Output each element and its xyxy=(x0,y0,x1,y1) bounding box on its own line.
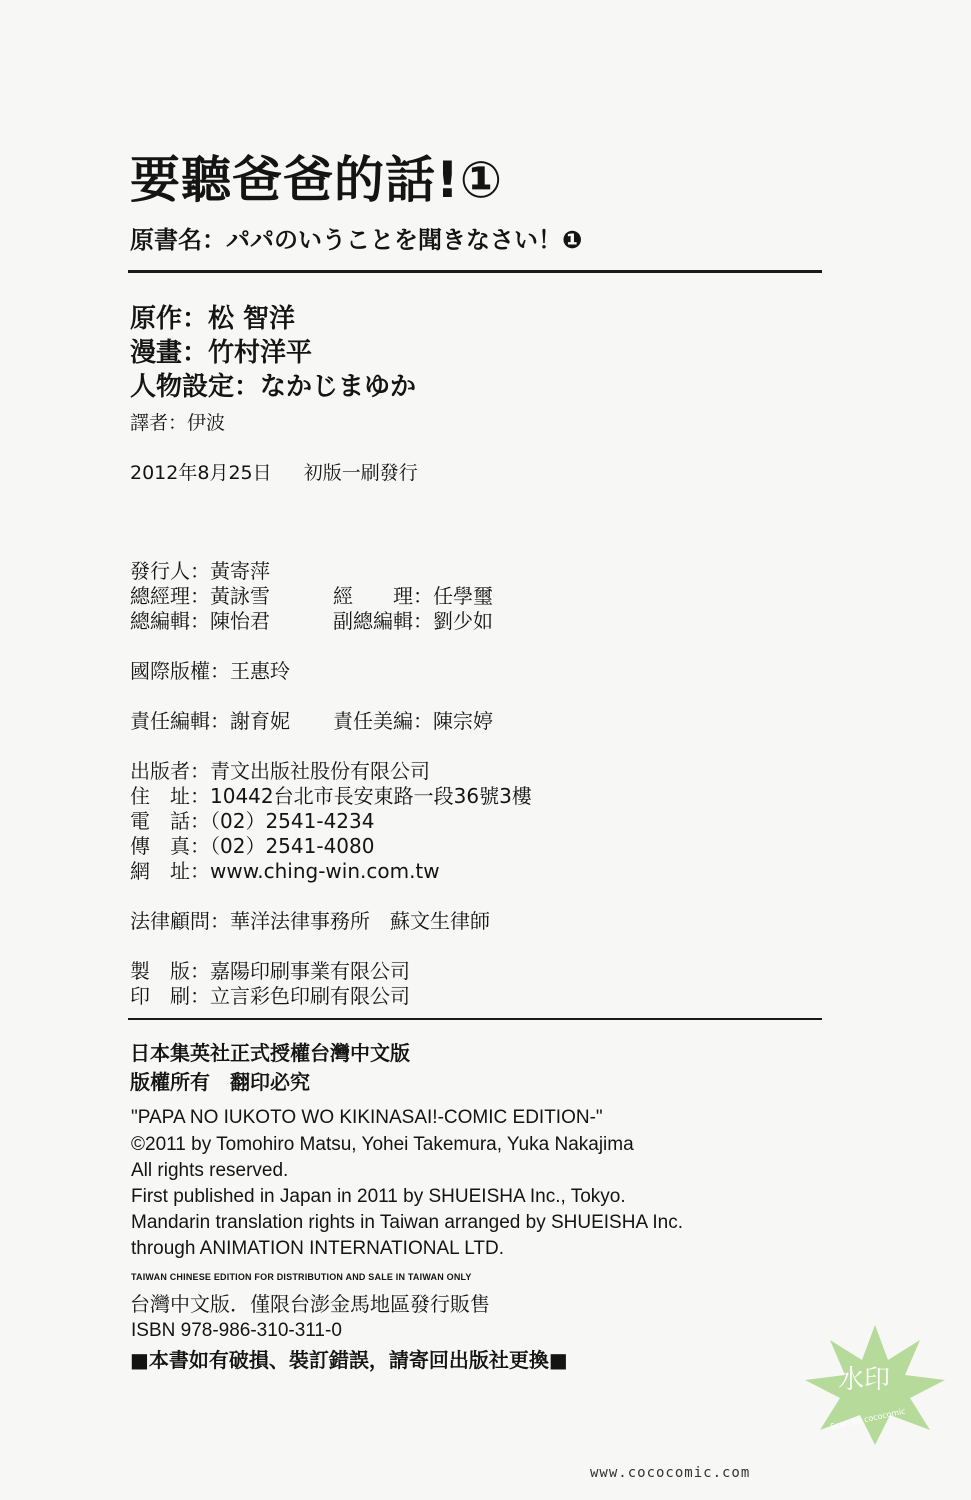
english-line-1: "PAPA NO IUKOTO WO KIKINASAI!-COMIC EDITION-" xyxy=(131,1107,603,1128)
rights-manager: 國際版權：王惠玲 xyxy=(130,659,290,683)
leaf-icon xyxy=(800,1320,950,1450)
deputy-editor: 副總編輯：劉少如 xyxy=(333,609,493,633)
manager-label: 經 理： xyxy=(333,584,433,608)
translator: 譯者：伊波 xyxy=(130,412,226,434)
english-line-3: All rights reserved. xyxy=(131,1160,289,1181)
character-designer: 人物設定：なかじまゆか xyxy=(130,372,417,402)
license-line-2: 版權所有 翻印必究 xyxy=(130,1070,310,1094)
book-title: 要聽爸爸的話!① xyxy=(130,151,504,209)
distribution-chinese: 台灣中文版．僅限台澎金馬地區發行販售 xyxy=(130,1292,490,1316)
leaf-watermark xyxy=(800,1320,950,1450)
original-author: 原作：松 智洋 xyxy=(130,304,296,334)
english-line-4: First published in Japan in 2011 by SHUEISHA Inc., Tokyo. xyxy=(131,1186,626,1207)
publisher-address: 住 址：10442台北市長安東路一段36號3樓 xyxy=(130,784,532,808)
general-manager: 總經理：黃詠雪 xyxy=(130,584,270,608)
publisher-name: 出版者：青文出版社股份有限公司 xyxy=(130,759,430,783)
damage-notice: ■本書如有破損、裝訂錯誤，請寄回出版社更換■ xyxy=(130,1348,568,1372)
footer-site: www.cococomic.com xyxy=(590,1465,751,1481)
english-line-2: ©2011 by Tomohiro Matsu, Yohei Takemura, Yuka Nakajima xyxy=(131,1134,634,1155)
manager-name: 任學璽 xyxy=(433,584,493,608)
bottom-rule xyxy=(128,1018,822,1020)
publisher-website: 網 址：www.ching-win.com.tw xyxy=(130,859,440,883)
license-line-1: 日本集英社正式授權台灣中文版 xyxy=(130,1041,410,1065)
edition-line xyxy=(130,458,418,485)
top-rule xyxy=(128,270,822,273)
publisher-fax: 傳 真：（02）2541-4080 xyxy=(130,834,375,858)
publisher-phone: 電 話：（02）2541-4234 xyxy=(130,809,375,833)
plate-maker: 製 版：嘉陽印刷事業有限公司 xyxy=(130,959,410,983)
watermark-scan-text: Scan by cococomic xyxy=(829,1406,907,1432)
art-editor: 責任美編：陳宗婷 xyxy=(333,709,493,733)
english-line-6: through ANIMATION INTERNATIONAL LTD. xyxy=(131,1238,505,1259)
responsible-editor: 責任編輯：謝育妮 xyxy=(130,709,290,733)
printer: 印 刷：立言彩色印刷有限公司 xyxy=(130,984,410,1008)
distribution-english: TAIWAN CHINESE EDITION FOR DISTRIBUTION AND SALE IN TAIWAN ONLY xyxy=(131,1272,472,1282)
original-title: 原書名：パパのいうことを聞きなさい！❶ xyxy=(130,226,583,254)
edition-print: 初版一刷發行 xyxy=(303,462,418,484)
edition-date: 2012年8月25日 xyxy=(130,462,272,484)
watermark-glyphs: 水印 xyxy=(838,1365,891,1395)
editor-in-chief: 總編輯：陳怡君 xyxy=(130,609,270,633)
isbn: ISBN 978-986-310-311-0 xyxy=(131,1320,342,1341)
legal-counsel: 法律顧問：華洋法律事務所 蘇文生律師 xyxy=(130,909,490,933)
english-line-5: Mandarin translation rights in Taiwan arranged by SHUEISHA Inc. xyxy=(131,1212,683,1233)
publisher-person: 發行人：黃寄萍 xyxy=(130,559,270,583)
manga-artist: 漫畫：竹村洋平 xyxy=(130,338,313,368)
